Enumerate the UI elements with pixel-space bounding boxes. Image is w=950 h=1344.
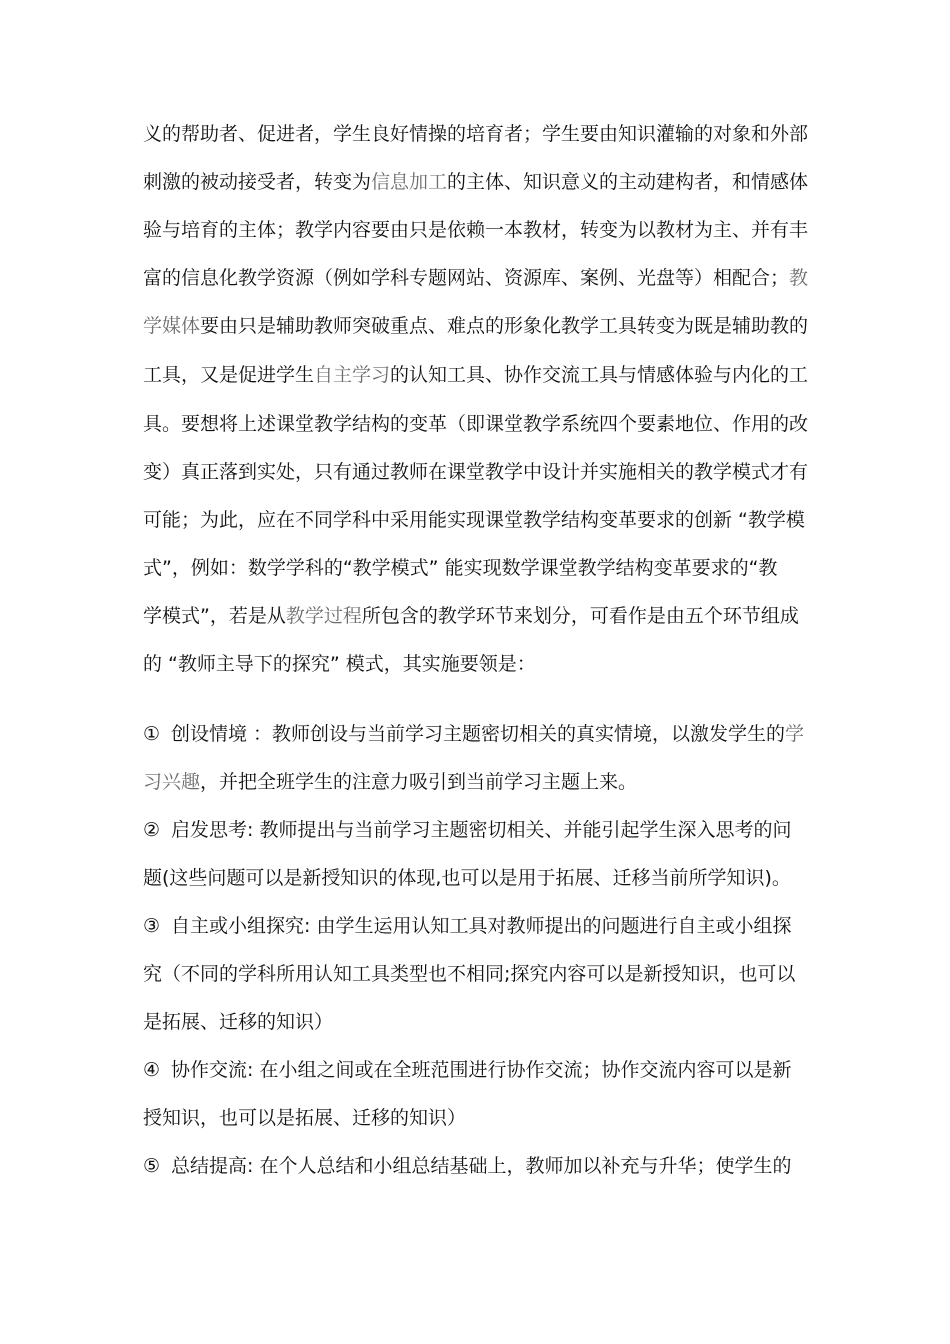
paragraph-line bbox=[143, 110, 811, 158]
step-number: ③ bbox=[143, 915, 161, 937]
paragraph-line bbox=[143, 592, 811, 640]
step-line bbox=[143, 1142, 811, 1190]
paragraph-line bbox=[143, 206, 811, 254]
step-line bbox=[143, 758, 811, 806]
hyperlink-term[interactable]: 教学过程 bbox=[285, 605, 362, 627]
text-run: 题(这些问题可以是新授知识的体现,也可以是用于拓展、迁移当前所学知识)。 bbox=[143, 867, 791, 889]
hyperlink-term[interactable]: 习兴趣 bbox=[143, 771, 201, 793]
text-run: 总结提高: 在个人总结和小组总结基础上，教师加以补充与升华；使学生的 bbox=[171, 1155, 792, 1177]
paragraph-line bbox=[143, 400, 811, 448]
text-run: 刺激的被动接受者，转变为 bbox=[143, 171, 372, 193]
text-run: 要由只是辅助教师突破重点、难点的形象化教学工具转变为既是辅助教的 bbox=[200, 315, 809, 337]
step-line bbox=[143, 950, 811, 998]
paragraph-line bbox=[143, 640, 811, 688]
step-number: ① bbox=[143, 723, 161, 745]
text-run: 式”，例如：数学学科的“教学模式” 能实现数学课堂教学结构变革要求的“教 bbox=[143, 557, 778, 579]
text-run: 的主体、知识意义的主动建构者，和情感体 bbox=[447, 171, 809, 193]
text-run: 具。要想将上述课堂教学结构的变革（即课堂教学系统四个要素地位、作用的改 bbox=[143, 413, 809, 435]
hyperlink-term[interactable]: 教 bbox=[789, 267, 809, 289]
text-run: 究（不同的学科所用认知工具类型也不相同;探究内容可以是新授知识，也可以 bbox=[143, 963, 796, 985]
step-line bbox=[143, 710, 811, 758]
step-line bbox=[143, 806, 811, 854]
text-run: 变）真正落到实处，只有通过教师在课堂教学中设计并实施相关的教学模式才有 bbox=[143, 461, 809, 483]
text-run: 验与培育的主体；教学内容要由只是依赖一本教材，转变为以教材为主、并有丰 bbox=[143, 219, 809, 241]
paragraph-line bbox=[143, 302, 811, 351]
paragraph-line bbox=[143, 496, 811, 544]
text-run: 义的帮助者、促进者，学生良好情操的培育者；学生要由知识灌输的对象和外部 bbox=[143, 123, 809, 145]
step-number: ④ bbox=[143, 1059, 161, 1081]
step-number: ⑤ bbox=[143, 1155, 161, 1177]
text-run: 富的信息化教学资源（例如学科专题网站、资源库、案例、光盘等）相配合； bbox=[143, 267, 790, 289]
hyperlink-term[interactable]: 自主学习 bbox=[314, 364, 391, 386]
step-line bbox=[143, 1094, 811, 1142]
text-run: 创设情境 ：教师创设与当前学习主题密切相关的真实情境，以激发学生的 bbox=[171, 723, 786, 745]
text-run: 自主或小组探究: 由学生运用认知工具对教师提出的问题进行自主或小组探 bbox=[171, 915, 792, 937]
step-line bbox=[143, 998, 811, 1046]
text-run: 的认知工具、协作交流工具与情感体验与内化的工 bbox=[390, 364, 809, 386]
paragraph-line bbox=[143, 544, 811, 592]
main-paragraph bbox=[143, 110, 811, 688]
paragraph-line bbox=[143, 254, 811, 302]
step-line bbox=[143, 854, 811, 902]
steps-list bbox=[143, 710, 811, 1190]
text-run: 可能；为此，应在不同学科中采用能实现课堂教学结构变革要求的创新 “教学模 bbox=[143, 509, 805, 531]
text-run: 授知识，也可以是拓展、迁移的知识） bbox=[143, 1107, 467, 1129]
paragraph-line bbox=[143, 158, 811, 206]
text-run: ，并把全班学生的注意力吸引到当前学习主题上来。 bbox=[200, 771, 638, 793]
hyperlink-term[interactable]: 信息加工 bbox=[371, 171, 448, 193]
text-run: 启发思考: 教师提出与当前学习主题密切相关、并能引起学生深入思考的问 bbox=[171, 819, 792, 841]
text-run: 学模式”，若是从 bbox=[143, 605, 286, 627]
text-run: 工具，又是促进学生 bbox=[143, 364, 315, 386]
hyperlink-term[interactable]: 学 bbox=[785, 723, 805, 745]
text-run: 所包含的教学环节来划分，可看作是由五个环节组成 bbox=[361, 605, 799, 627]
paragraph-line bbox=[143, 351, 811, 400]
paragraph-line bbox=[143, 448, 811, 496]
text-run: 的 “教师主导下的探究” 模式，其实施要领是： bbox=[143, 653, 536, 675]
text-run: 是拓展、迁移的知识） bbox=[143, 1011, 334, 1033]
step-number: ② bbox=[143, 819, 161, 841]
step-line bbox=[143, 902, 811, 950]
step-line bbox=[143, 1046, 811, 1094]
text-run: 协作交流: 在小组之间或在全班范围进行协作交流；协作交流内容可以是新 bbox=[171, 1059, 792, 1081]
hyperlink-term[interactable]: 学媒体 bbox=[143, 315, 201, 337]
